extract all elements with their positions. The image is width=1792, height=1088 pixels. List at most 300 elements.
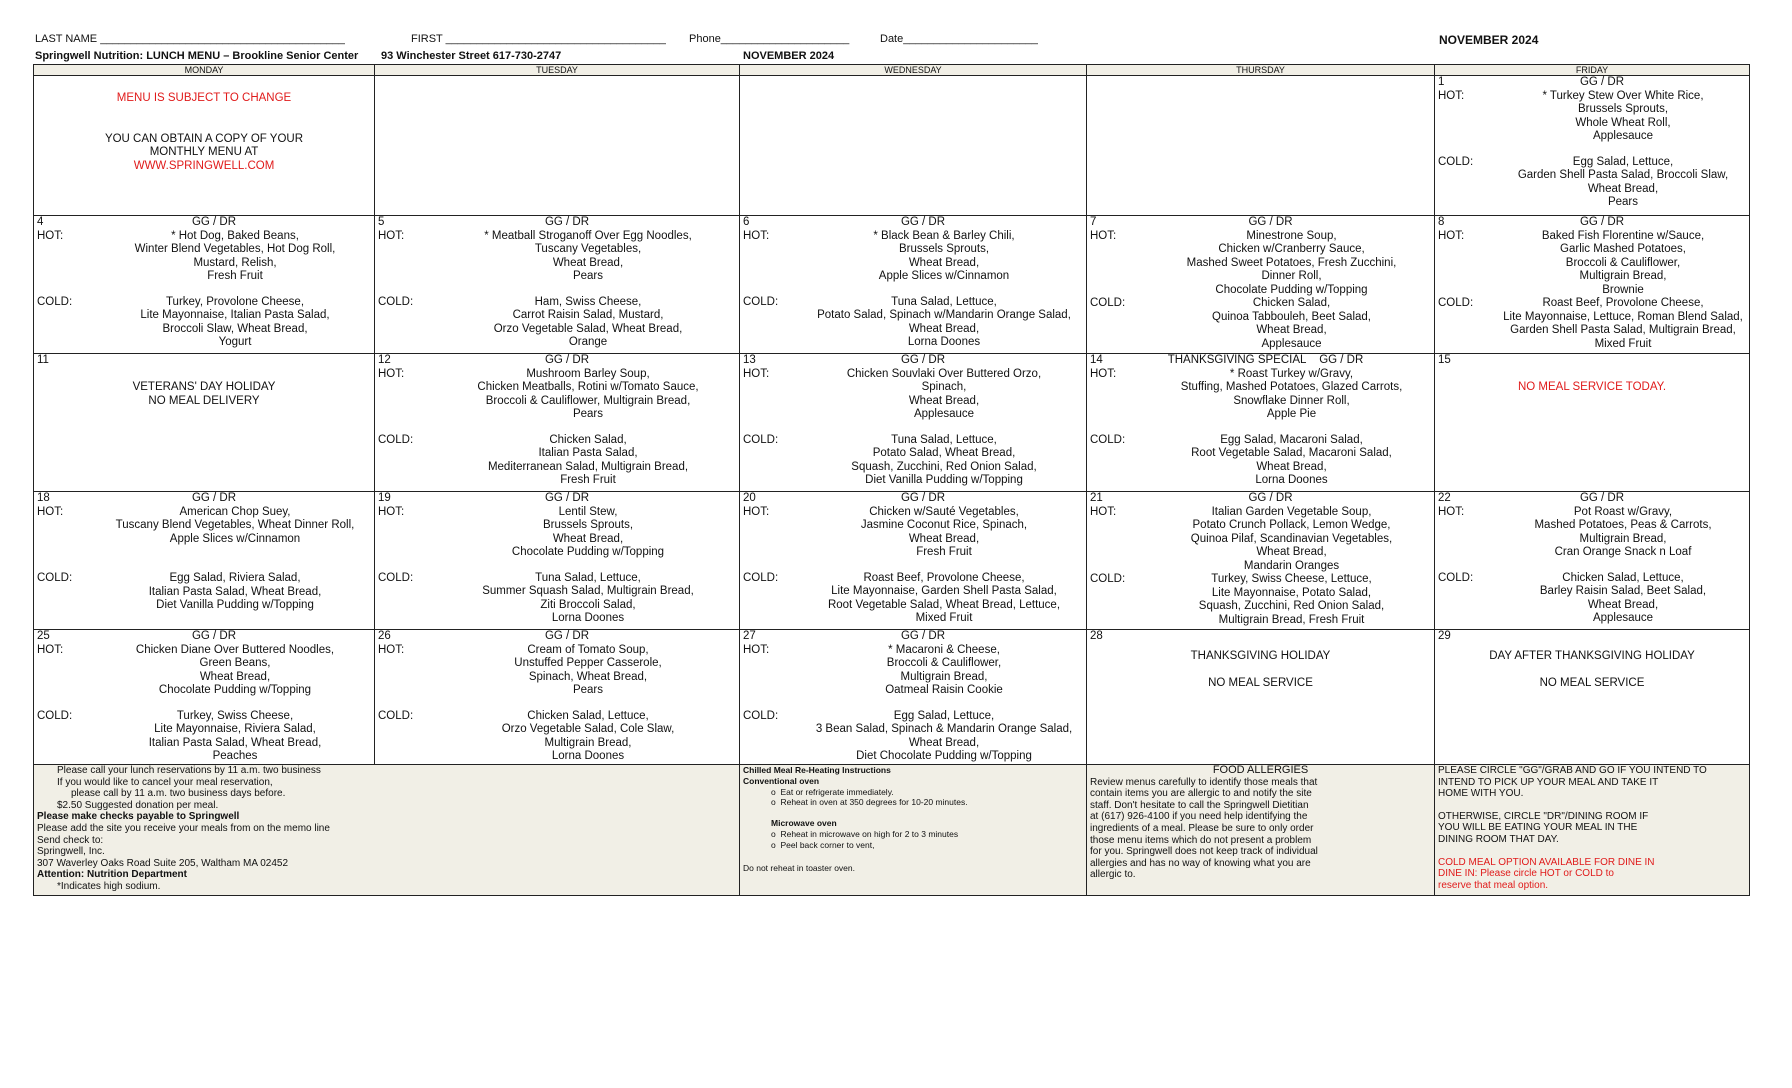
- day-number: 22: [1438, 492, 1451, 504]
- menu-item: Lorna Doones: [907, 336, 981, 348]
- circle-line: PLEASE CIRCLE "GG"/GRAB AND GO IF YOU INTEND TO: [1438, 765, 1707, 776]
- allergies-line: at (617) 926-4100 if you need help identifying the: [1090, 811, 1308, 823]
- sodium-note: *Indicates high sodium.: [57, 880, 161, 892]
- gg-dr-choice[interactable]: GG / DR: [544, 630, 590, 642]
- menu-item: Brussels Sprouts,: [542, 519, 634, 531]
- day-cell-5: [375, 216, 740, 354]
- day-cell-18: [34, 492, 375, 630]
- menu-item: Tuna Salad, Lettuce,: [535, 571, 641, 584]
- day-number: 29: [1438, 630, 1451, 642]
- menu-item: Potato Salad, Wheat Bread,: [872, 447, 1016, 459]
- menu-item: Wheat Bread,: [1256, 546, 1327, 558]
- menu-item: Diet Vanilla Pudding w/Topping: [865, 474, 1023, 486]
- menu-item: Chicken Salad, Lettuce,: [1562, 571, 1684, 584]
- menu-item: Lorna Doones: [1255, 474, 1328, 486]
- cold-label: COLD:: [1090, 297, 1126, 309]
- circle-line: DINING ROOM THAT DAY.: [1438, 833, 1559, 845]
- circle-line: OTHERWISE, CIRCLE "DR"/DINING ROOM IF: [1438, 810, 1649, 822]
- menu-item: Orange: [568, 336, 608, 348]
- menu-item: Turkey, Swiss Cheese, Lettuce,: [1211, 573, 1372, 585]
- menu-item: Lorna Doones: [551, 612, 625, 624]
- gg-dr-choice[interactable]: GG / DR: [1248, 216, 1293, 228]
- menu-item: Italian Pasta Salad, Wheat Bread,: [148, 736, 322, 749]
- menu-item: Pears: [572, 270, 604, 282]
- cold-option-note: DINE IN: Please circle HOT or COLD to: [1438, 868, 1614, 880]
- menu-item: Lorna Doones: [551, 750, 625, 762]
- gg-dr-choice[interactable]: GG / DR: [544, 354, 590, 366]
- weekday-friday: FRIDAY: [1435, 65, 1750, 76]
- menu-item: Potato Salad, Spinach w/Mandarin Orange Salad,: [817, 309, 1071, 321]
- menu-item: Wheat Bread,: [1256, 324, 1327, 336]
- cold-label: COLD:: [1090, 433, 1126, 446]
- day-cell-27: [740, 630, 1087, 765]
- menu-item: Brownie: [1602, 283, 1644, 296]
- menu-item: Chicken w/Sauté Vegetables,: [869, 505, 1019, 518]
- gg-dr-choice[interactable]: GG / DR: [191, 216, 237, 228]
- menu-calendar: [33, 64, 1750, 896]
- menu-item: Carrot Raisin Salad, Mustard,: [512, 309, 664, 321]
- hot-label: HOT:: [743, 505, 770, 518]
- day-number: 6: [743, 216, 750, 228]
- menu-item: Minestrone Soup,: [1246, 229, 1337, 242]
- menu-item: Chocolate Pudding w/Topping: [158, 684, 312, 696]
- menu-item: Apple Slices w/Cinnamon: [878, 270, 1010, 282]
- menu-item: Wheat Bread,: [908, 532, 980, 545]
- menu-item: Mustard, Relish,: [193, 256, 277, 269]
- menu-item: Whole Wheat Roll,: [1575, 116, 1671, 129]
- menu-item: Baked Fish Florentine w/Sauce,: [1541, 229, 1705, 242]
- menu-item: Mashed Potatoes, Peas & Carrots,: [1534, 519, 1712, 531]
- reservation-info: [34, 765, 740, 896]
- menu-item: Mandarin Oranges: [1243, 559, 1340, 572]
- menu-item: Italian Pasta Salad,: [538, 447, 638, 459]
- empty-day-cell: [1087, 76, 1435, 216]
- reheat-instructions: [740, 765, 1087, 896]
- cold-label: COLD:: [743, 709, 779, 722]
- cold-label: COLD:: [37, 295, 73, 308]
- weekday-wednesday: WEDNESDAY: [740, 65, 1087, 76]
- menu-item: Wheat Bread,: [552, 256, 624, 269]
- special-title: THANKSGIVING SPECIAL: [1167, 354, 1307, 366]
- gg-dr-choice[interactable]: GG / DR: [544, 216, 590, 228]
- menu-item: Applesauce: [1592, 612, 1654, 624]
- menu-item: Wheat Bread,: [908, 322, 980, 335]
- menu-item: Ziti Broccoli Salad,: [540, 598, 636, 611]
- empty-day-cell: [740, 76, 1087, 216]
- week-row: [34, 216, 1750, 354]
- week-row: [34, 492, 1750, 630]
- menu-item: Chicken Meatballs, Rotini w/Tomato Sauce,: [477, 381, 699, 393]
- menu-item: Egg Salad, Lettuce,: [893, 709, 995, 722]
- menu-item: Garden Shell Pasta Salad, Broccoli Slaw,: [1517, 169, 1729, 181]
- hot-label: HOT:: [378, 367, 405, 380]
- allergies-line: for you. Springwell does not keep track of individual: [1090, 846, 1318, 858]
- reservation-bullet: Please call your lunch reservations by 11 a.m. two business: [57, 765, 321, 776]
- hot-label: HOT:: [743, 643, 770, 656]
- menu-item: * Turkey Stew Over White Rice,: [1542, 89, 1704, 102]
- day-cell-25: [34, 630, 375, 765]
- day-number: 14: [1090, 354, 1103, 366]
- menu-item: Pot Roast w/Gravy,: [1573, 505, 1673, 518]
- phone-field[interactable]: Phone_____________________: [689, 33, 850, 45]
- week-row: [34, 630, 1750, 765]
- menu-item: * Macaroni & Cheese,: [888, 643, 1000, 656]
- menu-item: Spinach, Wheat Bread,: [528, 670, 648, 683]
- hot-label: HOT:: [743, 229, 770, 242]
- menu-item: Chocolate Pudding w/Topping: [1215, 283, 1368, 296]
- day-number: 26: [378, 630, 391, 642]
- cold-label: COLD:: [1438, 571, 1474, 584]
- weekday-header-row: [34, 65, 1750, 76]
- menu-item: Mediterranean Salad, Multigrain Bread,: [487, 460, 689, 473]
- menu-item: Lite Mayonnaise, Lettuce, Roman Blend Salad,: [1503, 310, 1743, 323]
- menu-item: Green Beans,: [199, 657, 271, 669]
- week-row: [34, 354, 1750, 492]
- holiday-note: NO MEAL DELIVERY: [148, 394, 260, 407]
- menu-item: Turkey, Swiss Cheese,: [176, 709, 294, 722]
- menu-item: Brussels Sprouts,: [1577, 103, 1669, 115]
- cold-option-note: reserve that meal option.: [1438, 879, 1549, 891]
- day-cell-20: [740, 492, 1087, 630]
- allergies-line: allergic to.: [1090, 869, 1136, 881]
- gg-dr-choice[interactable]: GG / DR: [1579, 216, 1625, 228]
- menu-item: Pears: [572, 408, 604, 420]
- hot-label: HOT:: [1438, 89, 1465, 102]
- hot-label: HOT:: [37, 505, 64, 518]
- circle-line: YOU WILL BE EATING YOUR MEAL IN THE: [1438, 822, 1638, 834]
- cold-label: COLD:: [743, 433, 779, 446]
- menu-item: Squash, Zucchini, Red Onion Salad,: [1198, 600, 1385, 612]
- menu-item: Root Vegetable Salad, Macaroni Salad,: [1191, 447, 1392, 459]
- gg-dr-choice[interactable]: GG / DR: [191, 492, 237, 504]
- menu-item: * Roast Turkey w/Gravy,: [1229, 367, 1354, 380]
- day-cell-28: [1087, 630, 1435, 765]
- menu-item: Mashed Sweet Potatoes, Fresh Zucchini,: [1186, 256, 1397, 269]
- hot-label: HOT:: [1090, 505, 1117, 518]
- menu-item: Apple Slices w/Cinnamon: [169, 532, 301, 545]
- allergies-line: allergies and has no way of knowing what you are: [1090, 857, 1311, 869]
- menu-item: Fresh Fruit: [207, 270, 263, 282]
- menu-item: Jasmine Coconut Rice, Spinach,: [860, 519, 1028, 531]
- menu-item: Garden Shell Pasta Salad, Multigrain Bread,: [1510, 324, 1736, 336]
- hot-label: HOT:: [1090, 229, 1117, 242]
- menu-item: Roast Beef, Provolone Cheese,: [863, 571, 1025, 584]
- menu-item: Lentil Stew,: [558, 505, 618, 518]
- menu-item: Mixed Fruit: [1594, 337, 1652, 350]
- menu-item: * Meatball Stroganoff Over Egg Noodles,: [484, 229, 692, 242]
- gg-dr-choice[interactable]: GG / DR: [1579, 492, 1625, 504]
- menu-item: Wheat Bread,: [908, 394, 980, 407]
- menu-item: Broccoli & Cauliflower,: [1565, 256, 1681, 269]
- holiday-note: NO MEAL SERVICE: [1539, 677, 1645, 689]
- donation-bullet: $2.50 Suggested donation per meal.: [57, 799, 219, 811]
- menu-item: Cran Orange Snack n Loaf: [1554, 546, 1692, 558]
- menu-item: Snowflake Dinner Roll,: [1233, 394, 1350, 407]
- org-address: 307 Waverley Oaks Road Suite 205, Waltham MA 02452: [37, 857, 289, 869]
- menu-item: Stuffing, Mashed Potatoes, Glazed Carrots,: [1180, 381, 1403, 393]
- menu-item: Tuscany Vegetables,: [534, 243, 642, 255]
- day-number: 7: [1090, 216, 1097, 228]
- menu-item: Orzo Vegetable Salad, Wheat Bread,: [493, 322, 683, 335]
- day-number: 4: [37, 216, 44, 228]
- menu-item: Yogurt: [218, 336, 252, 348]
- cold-label: COLD:: [37, 709, 73, 722]
- hot-label: HOT:: [1438, 229, 1465, 242]
- menu-item: Multigrain Bread,: [1579, 532, 1667, 545]
- menu-item: Pears: [1607, 196, 1639, 208]
- day-cell-4: [34, 216, 375, 354]
- menu-item: Squash, Zucchini, Red Onion Salad,: [851, 460, 1037, 473]
- menu-item: Chicken Salad,: [1252, 297, 1331, 309]
- reservation-bullet: If you would like to cancel your meal reservation,: [57, 776, 273, 788]
- website-link[interactable]: WWW.SPRINGWELL.COM: [133, 159, 275, 172]
- cold-label: COLD:: [37, 572, 73, 584]
- day-number: 19: [378, 492, 391, 504]
- month-title: NOVEMBER 2024: [1439, 33, 1539, 47]
- menu-item: Tuscany Blend Vegetables, Wheat Dinner Roll,: [115, 519, 355, 531]
- menu-item: Peaches: [212, 750, 258, 762]
- menu-item: Diet Vanilla Pudding w/Topping: [156, 599, 314, 611]
- menu-item: Lite Mayonnaise, Garden Shell Pasta Salad,: [831, 585, 1057, 597]
- day-cell-26: [375, 630, 740, 765]
- hot-label: HOT:: [37, 643, 64, 656]
- day-cell-21: [1087, 492, 1435, 630]
- reheat-step: o Eat or refrigerate immediately.: [771, 786, 894, 797]
- menu-item: * Hot Dog, Baked Beans,: [171, 229, 299, 242]
- menu-item: Pears: [572, 684, 604, 696]
- allergies-line: Review menus carefully to identify those meals that: [1090, 776, 1318, 788]
- menu-item: Barley Raisin Salad, Beet Salad,: [1539, 585, 1707, 597]
- menu-item: Italian Garden Vegetable Soup,: [1211, 505, 1372, 518]
- empty-day-cell: [375, 76, 740, 216]
- allergies-line: staff. Don't hesitate to call the Springwell Dietitian: [1090, 799, 1309, 811]
- circle-instructions: [1435, 765, 1750, 896]
- day-cell-14: [1087, 354, 1435, 492]
- day-cell-12: [375, 354, 740, 492]
- reheat-step: o Reheat in microwave on high for 2 to 3 minutes: [771, 828, 959, 839]
- menu-item: Fresh Fruit: [916, 546, 972, 558]
- cold-label: COLD:: [378, 571, 414, 584]
- hot-label: HOT:: [1438, 505, 1465, 518]
- menu-item: Lite Mayonnaise, Riviera Salad,: [154, 723, 316, 735]
- menu-item: Wheat Bread,: [908, 256, 980, 269]
- notice-cell: [34, 76, 375, 216]
- day-number: 20: [743, 492, 756, 504]
- menu-item: Ham, Swiss Cheese,: [534, 295, 642, 308]
- day-number: 5: [378, 216, 385, 228]
- day-cell-13: [740, 354, 1087, 492]
- copy-notice-line: MONTHLY MENU AT: [149, 146, 259, 158]
- menu-item: Roast Beef, Provolone Cheese,: [1542, 297, 1704, 309]
- menu-item: Tuna Salad, Lettuce,: [891, 295, 997, 308]
- menu-item: Chicken w/Cranberry Sauce,: [1218, 243, 1365, 255]
- menu-item: Lite Mayonnaise, Potato Salad,: [1211, 586, 1372, 599]
- org-name: Springwell, Inc.: [37, 846, 105, 858]
- cold-label: COLD:: [378, 709, 414, 722]
- menu-item: Diet Chocolate Pudding w/Topping: [856, 750, 1032, 762]
- day-number: 13: [743, 354, 756, 366]
- first-name-field[interactable]: FIRST ____________________________________: [411, 33, 666, 45]
- menu-item: Wheat Bread,: [199, 670, 271, 683]
- menu-item: Egg Salad, Macaroni Salad,: [1220, 433, 1363, 446]
- microwave-label: Microwave oven: [771, 818, 837, 829]
- hot-label: HOT:: [743, 367, 770, 380]
- cold-label: COLD:: [743, 295, 779, 308]
- day-cell-6: [740, 216, 1087, 354]
- menu-item: Wheat Bread,: [552, 532, 624, 545]
- menu-item: American Chop Suey,: [179, 505, 291, 518]
- cold-label: COLD:: [1090, 573, 1126, 585]
- gg-dr-choice[interactable]: GG / DR: [544, 492, 590, 504]
- menu-item: Fresh Fruit: [560, 474, 616, 486]
- weekday-tuesday: TUESDAY: [375, 65, 740, 76]
- menu-item: Quinoa Pilaf, Scandinavian Vegetables,: [1190, 532, 1393, 545]
- footer-row: [34, 765, 1750, 896]
- menu-item: Broccoli Slaw, Wheat Bread,: [162, 322, 308, 335]
- gg-dr-choice[interactable]: GG / DR: [900, 216, 946, 228]
- day-number: 15: [1438, 354, 1451, 366]
- menu-item: Potato Crunch Pollack, Lemon Wedge,: [1192, 519, 1391, 531]
- menu-item: Italian Pasta Salad, Wheat Bread,: [148, 585, 322, 598]
- hot-label: HOT:: [378, 643, 405, 656]
- date-field[interactable]: Date______________________: [880, 33, 1038, 45]
- menu-item: Summer Squash Salad, Multigrain Bread,: [482, 585, 694, 597]
- conventional-oven-label: Conventional oven: [743, 775, 820, 786]
- menu-item: Chocolate Pudding w/Topping: [511, 546, 665, 558]
- reheat-step: o Reheat in oven at 350 degrees for 10-20 minutes.: [771, 797, 968, 808]
- gg-dr-choice[interactable]: GG / DR: [191, 630, 237, 642]
- food-allergies: [1087, 765, 1435, 896]
- toaster-warning: Do not reheat in toaster oven.: [743, 862, 855, 873]
- send-check-label: Send check to:: [37, 834, 104, 846]
- menu-item: Wheat Bread,: [1256, 460, 1327, 473]
- menu-item: Multigrain Bread,: [900, 670, 988, 683]
- menu-change-notice: MENU IS SUBJECT TO CHANGE: [116, 92, 292, 104]
- menu-item: Egg Salad, Riviera Salad,: [169, 572, 301, 584]
- menu-item: Chicken Salad, Lettuce,: [527, 709, 649, 722]
- menu-item: * Black Bean & Barley Chili,: [873, 229, 1015, 242]
- menu-item: Broccoli & Cauliflower, Multigrain Bread,: [485, 394, 691, 407]
- menu-item: Chicken Salad,: [549, 433, 627, 446]
- allergies-title: FOOD ALLERGIES: [1212, 764, 1309, 776]
- provider-title: Springwell Nutrition: LUNCH MENU – Brookline Senior Center: [35, 50, 359, 62]
- day-number: 18: [37, 492, 50, 504]
- holiday-title: DAY AFTER THANKSGIVING HOLIDAY: [1489, 650, 1695, 662]
- gg-dr-choice[interactable]: GG / DR: [1248, 492, 1293, 504]
- hot-label: HOT:: [1090, 367, 1117, 380]
- menu-item: Wheat Bread,: [1587, 182, 1659, 195]
- menu-item: Wheat Bread,: [1587, 598, 1659, 611]
- menu-item: Lite Mayonnaise, Italian Pasta Salad,: [140, 309, 330, 321]
- reheat-step: o Peel back corner to vent,: [771, 839, 875, 850]
- menu-item: Root Vegetable Salad, Wheat Bread, Lettuce,: [827, 598, 1061, 611]
- menu-item: Garlic Mashed Potatoes,: [1560, 243, 1686, 255]
- day-number: 12: [378, 354, 391, 366]
- menu-item: Apple Pie: [1266, 408, 1317, 420]
- menu-item: Applesauce: [1261, 337, 1322, 350]
- day-number: 21: [1090, 492, 1103, 504]
- menu-item: Unstuffed Pepper Casserole,: [514, 657, 662, 669]
- day-number: 11: [37, 354, 49, 366]
- menu-item: Applesauce: [913, 408, 975, 420]
- circle-line: INTEND TO PICK UP YOUR MEAL AND TAKE IT: [1438, 776, 1659, 788]
- day-cell-7: [1087, 216, 1435, 354]
- menu-item: Cream of Tomato Soup,: [527, 643, 649, 656]
- day-number: 8: [1438, 216, 1445, 228]
- menu-item: Winter Blend Vegetables, Hot Dog Roll,: [134, 243, 336, 255]
- circle-line: HOME WITH YOU.: [1438, 788, 1524, 800]
- holiday-title: THANKSGIVING HOLIDAY: [1190, 650, 1331, 662]
- menu-item: Quinoa Tabbouleh, Beet Salad,: [1212, 310, 1371, 323]
- week-row: [34, 76, 1750, 216]
- attention-line: Attention: Nutrition Department: [37, 869, 187, 881]
- menu-item: Mixed Fruit: [915, 612, 973, 624]
- weekday-monday: MONDAY: [34, 65, 375, 76]
- memo-note: Please add the site you receive your meals from on the memo line: [37, 822, 330, 834]
- menu-item: Multigrain Bread,: [544, 736, 632, 749]
- last-name-field[interactable]: LAST NAME ________________________________________: [35, 33, 345, 45]
- holiday-note: NO MEAL SERVICE: [1208, 677, 1313, 689]
- allergies-line: ingredients of a meal. Please be sure to only order: [1090, 822, 1314, 834]
- day-number: 27: [743, 630, 756, 642]
- menu-item: Tuna Salad, Lettuce,: [891, 433, 997, 446]
- menu-item: Multigrain Bread,: [1579, 270, 1667, 282]
- no-service-notice: NO MEAL SERVICE TODAY.: [1517, 381, 1667, 393]
- hot-label: HOT:: [378, 229, 405, 242]
- menu-item: 3 Bean Salad, Spinach & Mandarin Orange Salad,: [815, 723, 1073, 735]
- cold-label: COLD:: [1438, 155, 1474, 168]
- site-address: 93 Winchester Street 617-730-2747: [381, 50, 562, 62]
- checks-note: Please make checks payable to Springwell: [37, 811, 240, 823]
- cold-option-note: COLD MEAL OPTION AVAILABLE FOR DINE IN: [1438, 856, 1655, 868]
- gg-dr-choice[interactable]: GG / DR: [900, 492, 946, 504]
- gg-dr-choice[interactable]: GG / DR: [900, 630, 946, 642]
- menu-item: Mushroom Barley Soup,: [526, 367, 650, 380]
- cold-label: COLD:: [1438, 297, 1474, 309]
- month-subtitle: NOVEMBER 2024: [743, 50, 835, 62]
- day-cell-19: [375, 492, 740, 630]
- holiday-title: VETERANS' DAY HOLIDAY: [132, 381, 276, 393]
- day-cell-11: [34, 354, 375, 492]
- menu-item: Dinner Roll,: [1261, 270, 1322, 282]
- gg-dr-choice[interactable]: GG / DR: [1579, 76, 1625, 88]
- menu-item: Applesauce: [1592, 130, 1654, 142]
- day-number: 1: [1438, 76, 1445, 88]
- cold-label: COLD:: [378, 295, 414, 308]
- menu-item: Wheat Bread,: [908, 736, 980, 749]
- day-cell-29: [1435, 630, 1750, 765]
- menu-item: Spinach,: [921, 381, 967, 393]
- menu-item: Brussels Sprouts,: [898, 243, 990, 255]
- menu-item: Orzo Vegetable Salad, Cole Slaw,: [501, 723, 675, 735]
- copy-notice-line: YOU CAN OBTAIN A COPY OF YOUR: [104, 132, 304, 145]
- day-cell-22: [1435, 492, 1750, 630]
- cold-label: COLD:: [378, 433, 414, 446]
- allergies-line: contain items you are allergic to and notify the site: [1090, 788, 1312, 800]
- weekday-thursday: THURSDAY: [1087, 65, 1435, 76]
- day-cell-8: [1435, 216, 1750, 354]
- day-cell-15: [1435, 354, 1750, 492]
- gg-dr-choice[interactable]: GG / DR: [900, 354, 946, 366]
- gg-dr-choice[interactable]: GG / DR: [1319, 354, 1364, 366]
- hot-label: HOT:: [37, 229, 64, 242]
- menu-item: Multigrain Bread, Fresh Fruit: [1218, 613, 1365, 626]
- menu-item: Egg Salad, Lettuce,: [1572, 155, 1674, 168]
- reservation-bullet: please call by 11 a.m. two business days before.: [71, 788, 286, 800]
- hot-label: HOT:: [378, 505, 405, 518]
- menu-item: Oatmeal Raisin Cookie: [885, 684, 1003, 696]
- day-number: 28: [1090, 630, 1103, 642]
